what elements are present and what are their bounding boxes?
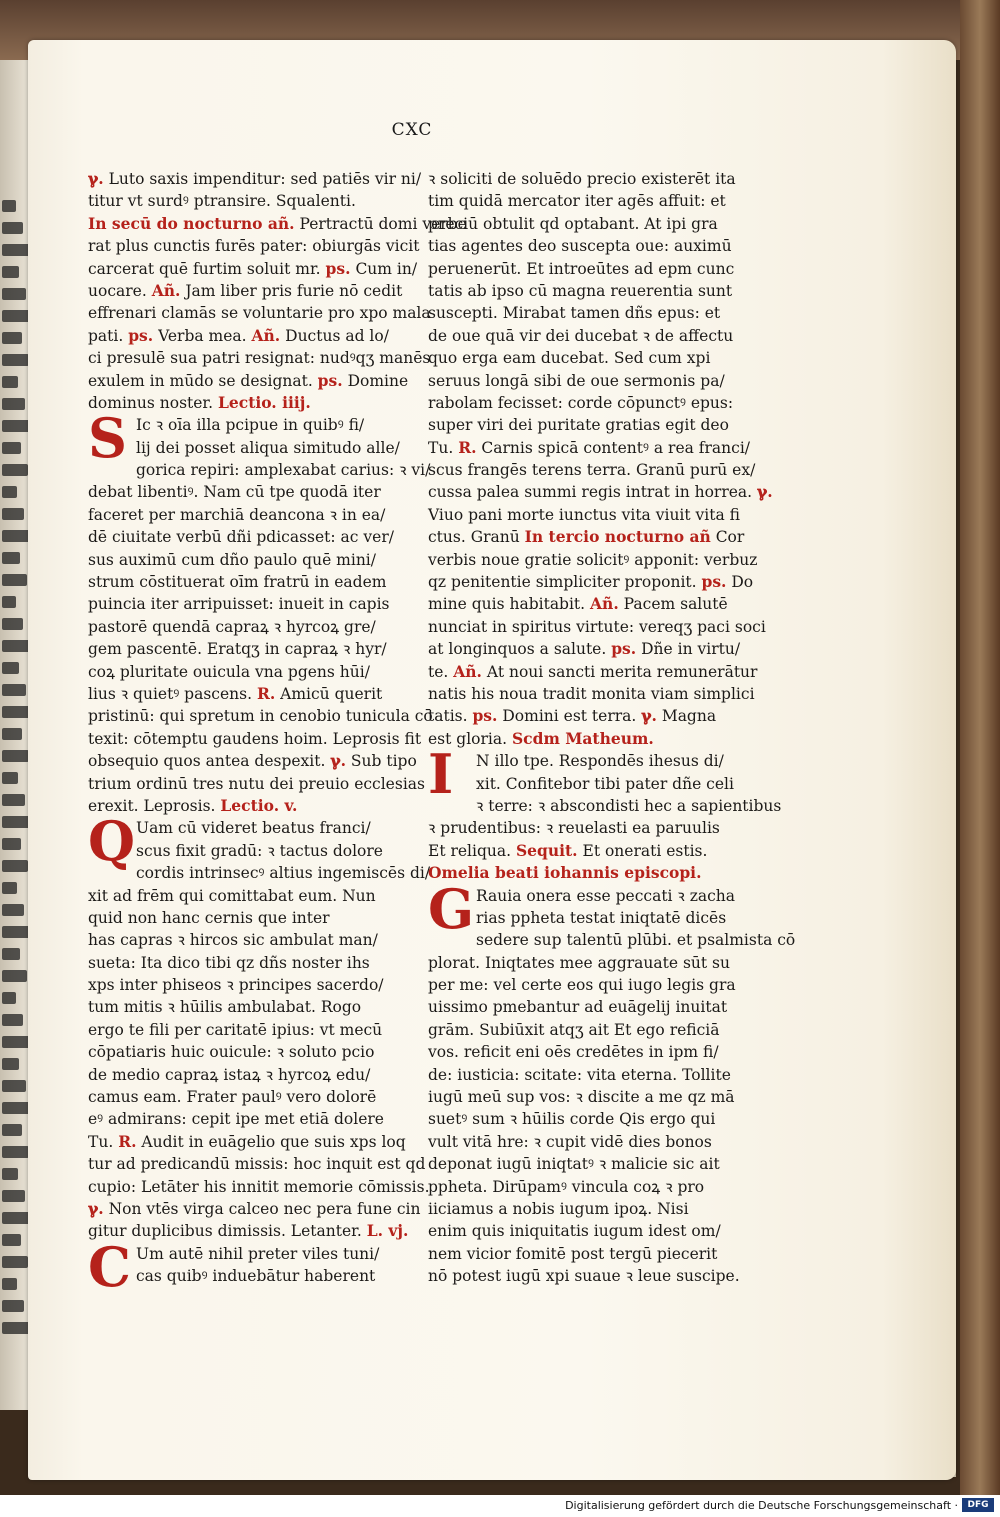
facing-page-text [2, 200, 16, 212]
text-run: Jam liber pris furie nō cedit [180, 281, 403, 300]
rubric: ps. [128, 325, 154, 345]
facing-page-text [2, 1322, 31, 1334]
rubricated-initial: S [88, 406, 127, 471]
text-run: Amicū querit [275, 684, 383, 703]
facing-page-text [2, 354, 29, 366]
text-line [88, 750, 418, 772]
text-run: pati. [88, 326, 129, 345]
text-line [88, 302, 431, 324]
text-run: effrenari clamās se voluntarie pro xpo mala [88, 304, 431, 323]
rubricated-initial: Q [88, 809, 136, 874]
text-line [88, 817, 418, 839]
rubricated-initial: G [428, 876, 475, 941]
text-run: Non vtēs virga calceo nec pera fune cin [103, 1199, 421, 1218]
text-line [428, 370, 763, 392]
text-line [428, 974, 763, 996]
rubric: ℽ. [330, 751, 346, 771]
text-run: at longinquos a salute. [428, 640, 612, 659]
text-line [88, 370, 418, 392]
text-run: mine quis habitabit. [428, 595, 591, 614]
facing-page-text [2, 794, 25, 806]
text-run: ppheta. Dirūpamꝰ vincula coꝝ ꝛ pro [428, 1177, 705, 1196]
rubric: ps. [611, 639, 637, 659]
facing-page-text [2, 618, 23, 630]
facing-page-text [2, 596, 16, 608]
rubric: Añ. [151, 280, 181, 300]
text-run: obsequio quos antea despexit. [88, 752, 331, 771]
text-line [428, 1108, 763, 1130]
text-run: sedere sup talentū plūbi. et psalmista cō [476, 931, 796, 950]
rubric: In tercio nocturno añ [524, 527, 711, 547]
text-run: Domini est terra. [497, 707, 642, 726]
text-run: suetꝰ sum ꝛ hūilis corde Qis ergo qui [428, 1110, 716, 1129]
text-line [88, 459, 431, 481]
text-line [428, 728, 763, 750]
text-run: trium ordinū tres nutu dei preuio ecclesias [88, 774, 425, 793]
rubric: ps. [701, 572, 727, 592]
rubric: ℽ. [88, 1198, 104, 1218]
facing-page-text [2, 222, 23, 234]
facing-page-text [2, 1146, 29, 1158]
text-run: xit ad frēm qui comittabat eum. Nun [88, 886, 376, 905]
text-line [88, 862, 431, 884]
text-run: Cor [710, 528, 745, 547]
text-run: puincia iter arripuisset: inueit in capis [88, 595, 390, 614]
facing-page-text [2, 948, 20, 960]
text-line [88, 325, 418, 347]
text-run: gem pascentē. Eratqʒ in capraꝝ ꝛ hyr/ [88, 640, 387, 659]
text-line [88, 1153, 426, 1175]
facing-page-text [2, 970, 27, 982]
text-run: xit. Confitebor tibi pater dñe celi [476, 774, 734, 793]
text-run: gitur duplicibus dimissis. Letanter. [88, 1222, 367, 1241]
book-cover-right [960, 0, 1000, 1495]
text-run: Luto saxis impenditur: sed patiēs vir ni/ [103, 170, 422, 188]
text-line [428, 1131, 763, 1153]
facing-page-text [2, 640, 30, 652]
text-run: rabolam fecisset: corde cōpunctꝰ epus: [428, 393, 734, 412]
text-run: suscepti. Mirabat tamen dñs epus: et [428, 304, 721, 323]
text-line [428, 1265, 763, 1287]
rubric: Omelia beati iohannis episcopi. [428, 863, 702, 883]
text-run: camus eam. Frater paulꝰ vero dolorē [88, 1088, 377, 1107]
text-run: vos. reficit eni oēs credētes in ipm fi/ [428, 1043, 719, 1062]
rubric: Añ. [590, 594, 619, 614]
text-line [428, 280, 763, 302]
text-line [88, 996, 418, 1018]
text-line [428, 907, 763, 929]
text-line [428, 1019, 763, 1041]
text-line [88, 258, 418, 280]
text-line [88, 235, 418, 257]
text-line [88, 840, 418, 862]
text-run: qz penitentie simpliciter proponit. [428, 573, 702, 592]
text-line [428, 705, 763, 727]
text-line [428, 1176, 763, 1198]
text-line [428, 661, 763, 683]
text-run: peruenerūt. Et introeūtes ad epm cunc [428, 259, 735, 278]
text-run: Pertractū domi verbe [294, 214, 467, 233]
text-line [88, 481, 418, 503]
text-line [88, 1019, 418, 1041]
facing-page-text [2, 552, 20, 564]
rubric: ℽ. [757, 482, 773, 502]
text-line [428, 795, 782, 817]
rubric: Añ. [453, 661, 482, 681]
text-run: uocare. [88, 281, 152, 300]
text-run: cordis intrinsecꝰ altius ingemiscēs di/ [136, 864, 431, 883]
text-run: ꝛ soliciti de soluēdo precio existerēt ita [428, 170, 736, 188]
text-run: Carnis spicā contentꝰ a rea franci/ [476, 438, 751, 457]
text-run: Do [726, 573, 754, 592]
text-line [428, 325, 763, 347]
text-line [428, 258, 763, 280]
text-line [88, 795, 418, 817]
text-line [88, 974, 418, 996]
facing-page-text [2, 772, 18, 784]
text-run: verbis noue gratie solicitꝰ apponit: verbuz [428, 550, 758, 569]
text-run: uissimo pmebantur ad euāgelij inuitat [428, 998, 728, 1017]
text-run: Cum in/ [350, 259, 418, 278]
text-run: est gloria. [428, 729, 512, 748]
rubric: ps. [472, 706, 498, 726]
text-line [428, 885, 763, 907]
text-line [428, 616, 766, 638]
text-run: coꝝ pluritate ouicula vna pgens hūi/ [88, 662, 370, 681]
text-run: Um autē nihil preter viles tuni/ [136, 1244, 380, 1263]
dfg-logo: DFG [962, 1498, 994, 1512]
rubric: R. [118, 1131, 137, 1151]
text-line [428, 683, 763, 705]
text-run: Verba mea. [153, 326, 252, 345]
rubricated-initial: I [428, 742, 454, 807]
text-run: Tu. [88, 1132, 119, 1151]
rubric: In secū do nocturno añ. [88, 213, 295, 233]
rubric: ℽ. [88, 169, 104, 188]
text-line [88, 1131, 418, 1153]
facing-page-text [2, 662, 19, 674]
text-line [88, 616, 418, 638]
text-line [428, 526, 763, 548]
text-run: seruus longā sibi de oue sermonis pa/ [428, 371, 725, 390]
text-line [88, 1041, 418, 1063]
text-run: tias agentes deo suscepta oue: auximū [428, 237, 732, 256]
facing-page-text [2, 926, 31, 938]
text-run: iiciamus a nobis iugum ipoꝝ. Nisi [428, 1199, 689, 1218]
facing-page-text [2, 398, 25, 410]
text-line [428, 1064, 763, 1086]
text-run: Dñe in virtu/ [636, 640, 741, 659]
text-line [88, 1265, 418, 1287]
text-line [88, 1220, 418, 1242]
rubric: L. vj. [366, 1221, 409, 1241]
facing-page-text [2, 1278, 17, 1290]
text-line [88, 213, 467, 235]
facing-page-text [2, 1234, 21, 1246]
text-line [428, 392, 763, 414]
text-line [428, 347, 763, 369]
rubric: Sequit. [515, 840, 578, 860]
text-line [88, 728, 422, 750]
text-run: Pacem salutē [618, 595, 728, 614]
text-run: te. [428, 662, 454, 681]
facing-page-text [2, 376, 18, 388]
facing-page-text [2, 332, 22, 344]
rubric: ps. [317, 370, 343, 390]
text-line [88, 392, 418, 414]
text-run: cōpatiaris huic ouicule: ꝛ soluto pcio [88, 1043, 375, 1062]
text-line [428, 996, 763, 1018]
text-line [88, 280, 418, 302]
text-line [428, 952, 763, 974]
text-line [88, 168, 422, 190]
facing-page-text [2, 1124, 22, 1136]
text-line [428, 213, 763, 235]
facing-page-text [2, 508, 24, 520]
facing-page-text [2, 1058, 19, 1070]
text-line [428, 1086, 763, 1108]
text-run: ergo te fili per caritatē ipius: vt mecū [88, 1020, 383, 1039]
text-line [428, 862, 763, 884]
text-line [88, 705, 433, 727]
folio-number: CXC [391, 120, 433, 140]
text-run: lius ꝛ quietꝰ pascens. [88, 684, 257, 703]
text-run: lij dei posset aliqua simitudo alle/ [136, 438, 400, 457]
text-line [88, 1243, 418, 1265]
facing-page-text [2, 244, 30, 256]
rubric: Lectio. iiij. [218, 392, 311, 412]
facing-page-text [2, 288, 26, 300]
text-line [88, 1064, 418, 1086]
text-line [88, 638, 418, 660]
facing-page-text [2, 882, 17, 894]
text-run: sus auximū cum dño paulo quē mini/ [88, 550, 376, 569]
facing-page-text [2, 1036, 30, 1048]
text-run: quo erga eam ducebat. Sed cum xpi [428, 349, 711, 368]
text-run: pastorē quendā capraꝝ ꝛ hyrcoꝝ gre/ [88, 617, 376, 636]
text-run: cussa palea summi regis intrat in horrea. [428, 483, 758, 502]
text-line [88, 952, 418, 974]
facing-page-text [2, 992, 16, 1004]
text-run: Et onerati estis. [577, 841, 708, 860]
text-line [88, 773, 425, 795]
text-run: tum mitis ꝛ hūilis ambulabat. Rogo [88, 998, 362, 1017]
text-line [428, 817, 763, 839]
text-run: dominus noster. [88, 393, 218, 412]
text-run: de medio capraꝝ istaꝝ ꝛ hyrcoꝝ edu/ [88, 1065, 371, 1084]
text-line [88, 683, 418, 705]
text-run: iugū meū sup vos: ꝛ discite a me qz mā [428, 1088, 735, 1107]
rubric: Añ. [251, 325, 281, 345]
text-run: enim quis iniquitatis iugum idest om/ [428, 1222, 721, 1241]
text-run: erexit. Leprosis. [88, 796, 221, 815]
text-run: ctus. Granū [428, 528, 525, 547]
facing-page-text [2, 1190, 25, 1202]
text-line [428, 638, 763, 660]
text-line [428, 481, 773, 503]
text-run: per me: vel certe eos qui iugo legis gra [428, 976, 736, 995]
facing-page-text [2, 684, 26, 696]
text-run: faceret per marchiā deancona ꝛ in ea/ [88, 505, 386, 524]
text-run: de: iusticia: scitate: vita eterna. Tollite [428, 1065, 731, 1084]
text-run: nunciat in spiritus virtute: vereqʒ paci soci [428, 617, 766, 636]
text-run: tatis ab ipso cū magna reuerentia sunt [428, 281, 733, 300]
text-run: nem vicior fomitē post tergū piecerit [428, 1244, 718, 1263]
text-line [428, 840, 763, 862]
text-run: natis his noua tradit monita viam simplici [428, 684, 755, 703]
text-run: Et reliqua. [428, 841, 516, 860]
text-run: Audit in euāgelio que suis xps loq [136, 1132, 406, 1151]
text-run: Domine [342, 371, 409, 390]
facing-page-text [2, 860, 28, 872]
facing-page-text [2, 1168, 18, 1180]
text-line [88, 347, 431, 369]
text-run: cas quibꝰ induebātur haberent [136, 1267, 376, 1286]
facing-page-text [2, 1014, 23, 1026]
rubric: Lectio. v. [220, 795, 298, 815]
rubric: R. [256, 683, 276, 703]
text-line [428, 549, 763, 571]
facing-page-text [2, 1300, 24, 1312]
text-run: preciū obtulit qd optabant. At ipi gra [428, 214, 718, 233]
text-run: Ductus ad lo/ [280, 326, 389, 345]
text-line [88, 414, 418, 436]
text-run: gorica repiri: amplexabat carius: ꝛ vi/ [136, 461, 431, 480]
text-line [88, 571, 418, 593]
text-run: strum cōstituerat oīm fratrū in eadem [88, 573, 387, 592]
text-line [88, 661, 418, 683]
text-line [428, 929, 796, 951]
text-run: Tu. [428, 438, 459, 457]
facing-page-text [2, 728, 22, 740]
text-run: xps inter phiseos ꝛ principes sacerdo/ [88, 976, 384, 995]
text-line [428, 750, 763, 772]
text-line [88, 190, 418, 212]
text-run: tatis. [428, 707, 473, 726]
facing-page-text [2, 750, 29, 762]
text-run: exulem in mūdo se designat. [88, 371, 318, 390]
text-column-right [428, 168, 796, 1288]
text-line [428, 414, 763, 436]
text-line [88, 526, 418, 548]
text-run: Sub tipo [345, 752, 417, 771]
text-line [428, 437, 763, 459]
text-run: Magna [656, 707, 717, 726]
text-run: eꝰ admirans: cepit ipe met etiā dolere [88, 1110, 384, 1129]
text-run: nō potest iugū xpi suaue ꝛ leue suscipe. [428, 1267, 740, 1286]
text-run: ꝛ terre: ꝛ abscondisti hec a sapientibus [476, 796, 782, 815]
text-line [88, 1086, 418, 1108]
text-line [88, 907, 418, 929]
text-run: carcerat quē furtim soluit mr. [88, 259, 326, 278]
text-run: de oue quā vir dei ducebat ꝛ de affectu [428, 326, 734, 345]
text-run: Uam cū videret beatus franci/ [136, 819, 371, 838]
text-line [88, 549, 418, 571]
text-line [428, 1198, 763, 1220]
text-run: vult vitā hre: ꝛ cupit vidē dies bonos [428, 1132, 712, 1151]
text-run: has capras ꝛ hircos sic ambulat man/ [88, 931, 378, 950]
text-run: tur ad predicandū missis: hoc inquit est qd [88, 1155, 426, 1174]
facing-page-text [2, 1256, 28, 1268]
text-run: Viuo pani morte iunctus vita viuit vita fi [428, 505, 740, 524]
text-line [428, 593, 763, 615]
text-run: Ic ꝛ oīa illa pcipue in quibꝰ fi/ [136, 416, 365, 435]
text-line [428, 773, 763, 795]
text-run: cupio: Letāter his innitit memorie cōmissis. [88, 1177, 430, 1196]
text-line [88, 437, 418, 459]
text-line [88, 929, 418, 951]
text-line [428, 190, 763, 212]
text-line [428, 168, 763, 190]
text-line [428, 459, 763, 481]
text-line [88, 1108, 418, 1130]
text-run: super viri dei puritate gratias egit deo [428, 416, 729, 435]
text-run: titur vt surdꝰ ptransire. Squalenti. [88, 192, 356, 211]
text-run: texit: cōtemptu gaudens hoim. Leprosis fit [88, 729, 422, 748]
rubric: ℽ. [641, 706, 657, 726]
text-line [428, 1153, 763, 1175]
facing-page-text [2, 838, 21, 850]
text-line [88, 885, 418, 907]
facing-page-text [2, 464, 28, 476]
text-run: Rauia onera esse peccati ꝛ zacha [476, 886, 736, 905]
footer-credit: Digitalisierung gefördert durch die Deutsche Forschungsgemeinschaft · [565, 1499, 958, 1512]
text-line [428, 1041, 763, 1063]
text-run: grām. Subiūxit atqʒ ait Et ego reficiā [428, 1020, 720, 1039]
rubricated-initial: C [88, 1234, 131, 1299]
text-run: scus frangēs terens terra. Granū purū ex/ [428, 461, 756, 480]
text-run: sueta: Ita dico tibi qz dñs noster ihs [88, 953, 370, 972]
facing-page-text [2, 486, 17, 498]
text-run: debat libentiꝰ. Nam cū tpe quodā iter [88, 483, 381, 502]
text-run: tim quidā mercator iter agēs affuit: et [428, 192, 726, 211]
text-line [88, 504, 418, 526]
rubric: Scdm Matheum. [511, 728, 654, 748]
text-run: N illo tpe. Respondēs ihesus di/ [476, 752, 724, 771]
facing-page-text [2, 442, 21, 454]
text-run: ꝛ prudentibus: ꝛ reuelasti ea paruulis [428, 819, 720, 838]
facing-page-text [2, 530, 31, 542]
facing-page-text [2, 1080, 26, 1092]
text-run: At noui sancti merita remunerātur [481, 662, 758, 681]
text-run: plorat. Iniqtates mee aggrauate sūt su [428, 953, 730, 972]
text-line [428, 1220, 763, 1242]
text-run: dē ciuitate verbū dñi pdicasset: ac ver/ [88, 528, 394, 547]
footer-bar [0, 1495, 1000, 1517]
text-run: scus fixit gradū: ꝛ tactus dolore [136, 841, 383, 860]
facing-page-text [2, 904, 24, 916]
text-line [88, 593, 418, 615]
rubric: ps. [325, 258, 351, 278]
facing-page-text [2, 574, 27, 586]
facing-page-text [2, 266, 19, 278]
text-run: quid non hanc cernis que inter [88, 908, 330, 927]
text-run: pristinū: qui spretum in cenobio tunicula cō [88, 707, 433, 726]
text-line [428, 504, 763, 526]
text-line [428, 302, 763, 324]
text-run: deponat iugū iniqtatꝰ ꝛ malicie sic ait [428, 1155, 720, 1174]
text-run: rias ppheta testat iniqtatē dicēs [476, 908, 727, 927]
text-line [88, 1198, 421, 1220]
text-run: ci presulē sua patri resignat: nudꝰqʒ manēs [88, 349, 431, 368]
text-line [428, 1243, 763, 1265]
text-line [428, 571, 763, 593]
rubric: R. [458, 437, 477, 457]
text-line [428, 235, 763, 257]
text-run: rat plus cunctis furēs pater: obiurgās vicit [88, 237, 420, 256]
text-line [88, 1176, 430, 1198]
